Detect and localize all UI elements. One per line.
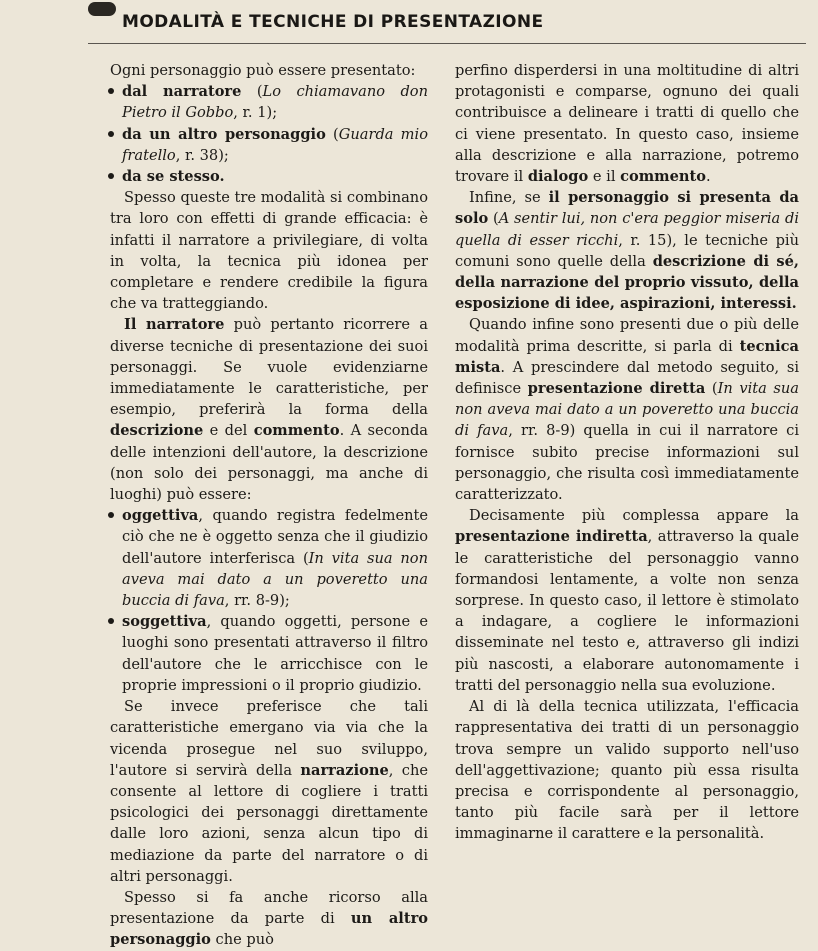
presentation-list bbox=[110, 81, 428, 187]
list-item: dal narratore (Lo chiamavano don Pietro il Gobbo, r. 1); bbox=[110, 81, 428, 123]
paragraph: Se invece preferisce che tali caratteristiche emergano via via che la vicenda prosegue nel suo sviluppo, l'autore si servirà della narrazione, che consente al lettore di cogliere i tratti psicologici dei personaggi direttamente dalle loro azioni, senza alcun tipo di mediazione da parte del narratore o di altri personaggi. bbox=[110, 698, 428, 885]
header-bullet-icon bbox=[88, 2, 116, 16]
right-column bbox=[455, 60, 799, 845]
paragraph: Decisamente più complessa appare la presentazione indiretta, attraverso la quale le caratteristiche del personaggio vanno formandosi lentamente, a volte non senza sorprese. In questo caso, il lettore è stimolato a indagare, a cogliere le informazioni disseminate nel testo e, attraverso gli indizi più nascosti, a elaborare autonomamente i tratti del personaggio nella sua evoluzione. bbox=[455, 507, 799, 694]
paragraph: perfino disperdersi in una moltitudine di altri protagonisti e comparse, ognuno dei quali contribuisce a delineare i tratti di quello che ci viene presentato. In questo caso, insieme alla descrizione e alla narrazione, potremo trovare il dialogo e il commento. bbox=[455, 62, 799, 186]
list-item: da un altro personaggio (Guarda mio fratello, r. 38); bbox=[110, 124, 428, 166]
paragraph: Il narratore può pertanto ricorrere a diverse tecniche di presentazione dei suoi personaggi. Se vuole evidenziarne immediatamente le caratteristiche, per esempio, preferirà la forma della descrizione e del commento. A seconda delle intenzioni dell'autore, la descrizione (non solo dei personaggi, ma anche di luoghi) può essere: bbox=[110, 316, 429, 504]
paragraph: Quando infine sono presenti due o più delle modalità prima descritte, si parla di tecnica mista. A prescindere dal metodo seguito, si definisce presentazione diretta (In vita sua non aveva mai dato a un poveretto una buccia di fava, rr. 8-9) quella in cui il narratore ci fornisce subito precise informazioni sul personaggio, che risulta così immediatamente caratterizzato. bbox=[455, 316, 800, 504]
description-types-list bbox=[110, 505, 428, 696]
section-title: MODALITÀ E TECNICHE DI PRESENTAZIONE bbox=[122, 12, 544, 32]
left-column bbox=[110, 60, 428, 951]
list-item: oggettiva, quando registra fedelmente ciò che ne è oggetto senza che il giudizio dell'autore interferisca (In vita sua non aveva mai dato a un poveretto una buccia di fava, rr. 8-9); bbox=[110, 505, 428, 611]
paragraph: Spesso si fa anche ricorso alla presentazione da parte di un altro personaggio che può bbox=[110, 888, 428, 949]
list-item: da se stesso. bbox=[110, 166, 428, 187]
intro-text: Ogni personaggio può essere presentato: bbox=[110, 62, 416, 79]
header-divider bbox=[88, 43, 806, 44]
section-header bbox=[88, 0, 808, 48]
list-item: soggettiva, quando oggetti, persone e luoghi sono presentati attraverso il filtro dell'autore che le arricchisce con le proprie impressioni o il proprio giudizio. bbox=[110, 611, 428, 696]
paragraph: Spesso queste tre modalità si combinano tra loro con effetti di grande efficacia: è infatti il narratore a privilegiare, di volta in volta, la tecnica più idonea per completare e rendere credibile la figura che va tratteggiando. bbox=[110, 189, 428, 313]
paragraph: Al di là della tecnica utilizzata, l'efficacia rappresentativa dei tratti di un personaggio trova sempre un valido supporto nell'uso dell'aggettivazione; quanto più essa risulta precisa e corrispondente al personaggio, tanto più facile sarà per il lettore immaginarne il carattere e la personalità. bbox=[455, 698, 799, 843]
paragraph: Infine, se il personaggio si presenta da solo (A sentir lui, non c'era peggior miseria di quella di esser ricchi, r. 15), le tecniche più comuni sono quelle della descrizione di sé, della narrazione del proprio vissuto, della esposizione di idee, aspirazioni, interessi. bbox=[455, 189, 800, 313]
